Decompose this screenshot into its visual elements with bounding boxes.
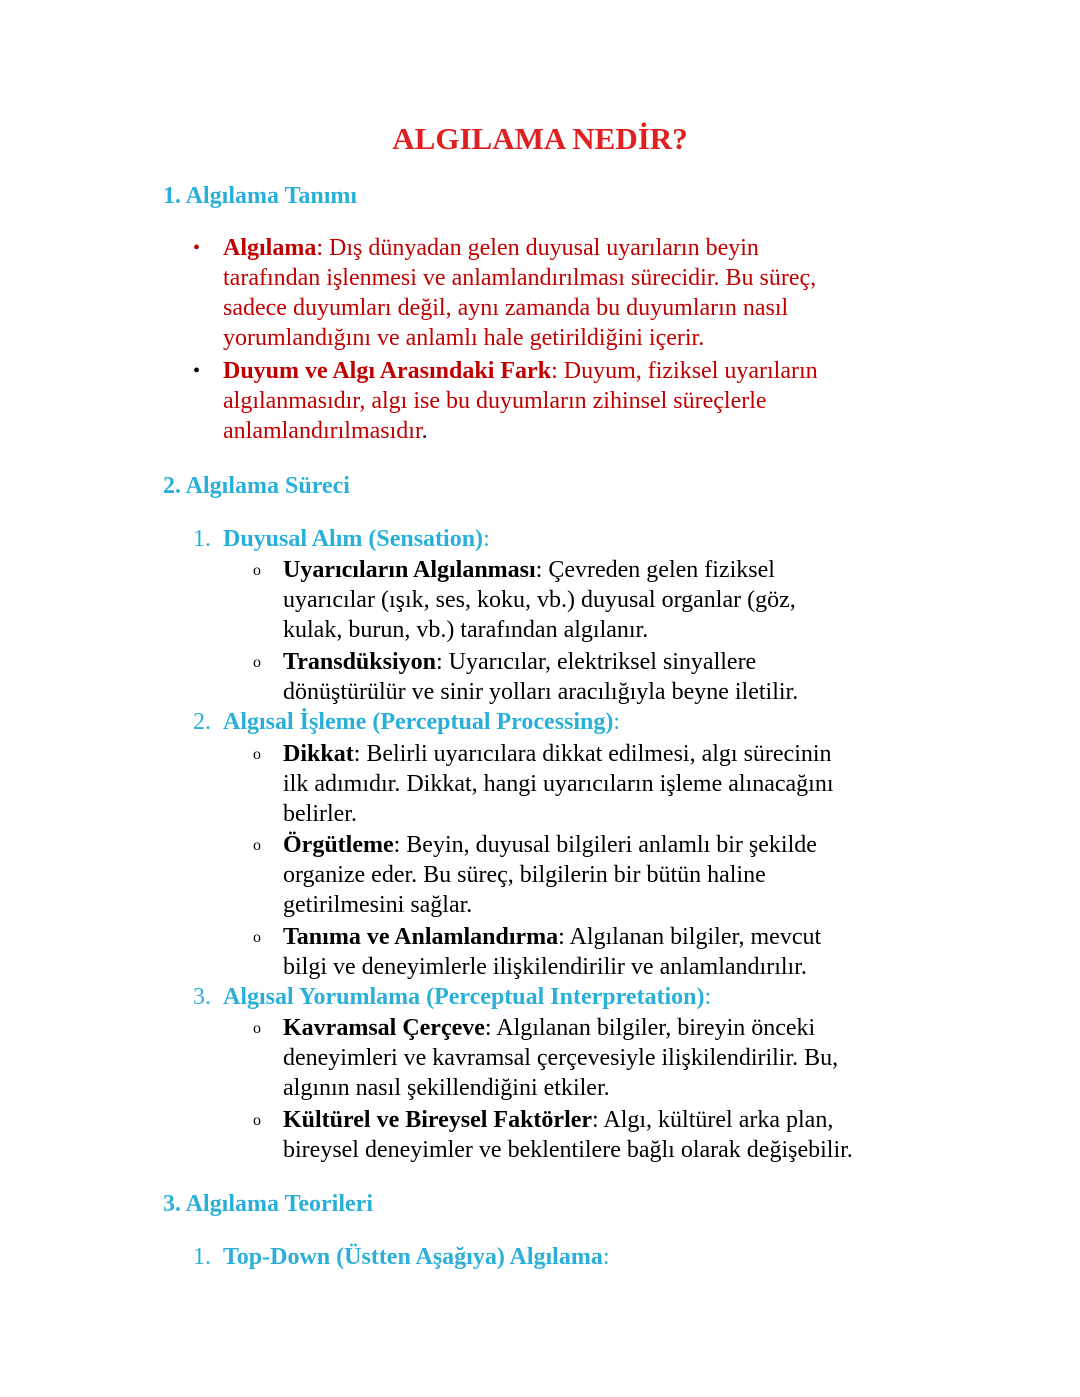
title-colon: : [602,1244,610,1270]
paragraph-line: algılanmasıdır, algı ise bu duyumların zihinsel süreçlerle [223,388,767,414]
term: Tanıma ve Anlamlandırma [283,924,559,950]
paragraph-line: ilk adımıdır. Dikkat, hangi uyarıcıların işleme alınacağını [283,771,834,797]
circle-bullet-icon: o [253,929,261,946]
section-3-heading: 3. Algılama Teorileri [163,1191,373,1217]
line-text: : Beyin, duyusal bilgileri anlamlı bir şekilde [393,832,817,858]
paragraph-line: algının nasıl şekillendiğini etkiler. [283,1075,610,1101]
paragraph-line: kulak, burun, vb.) tarafından algılanır. [283,617,649,643]
list-number: 2. [193,709,211,735]
list-item-title [223,982,711,1012]
line-text: : Çevreden gelen fiziksel [535,557,775,583]
line-end-period: . [421,418,428,444]
paragraph-line [283,647,756,677]
subsection-title: Top-Down (Üstten Aşağıya) Algılama [223,1244,603,1270]
term: Transdüksiyon [283,649,436,675]
paragraph-line: yorumlandığını ve anlamlı hale getirildiğini içerir. [223,325,705,351]
paragraph-line [283,922,821,952]
title-colon: : [613,709,621,735]
section-2-heading: 2. Algılama Süreci [163,473,350,499]
line-text: anlamlandırılmasıdır [223,418,422,444]
line-text: : Uyarıcılar, elektriksel sinyallere [435,649,757,675]
subsection-title: Algısal İşleme (Perceptual Processing) [223,709,614,735]
title-colon: : [704,984,712,1010]
paragraph-line: dönüştürülür ve sinir yolları aracılığıyla beyne iletilir. [283,679,799,705]
subsection-title: Duyusal Alım (Sensation) [223,526,484,552]
paragraph-line: getirilmesini sağlar. [283,892,473,918]
paragraph-line: sadece duyumları değil, aynı zamanda bu duyumların nasıl [223,295,789,321]
paragraph-line: bireysel deneyimler ve beklentilere bağlı olarak değişebilir. [283,1137,853,1163]
list-number: 1. [193,1244,211,1270]
paragraph-line [283,739,832,769]
paragraph-line [283,555,775,585]
paragraph-line: tarafından işlenmesi ve anlamlandırılması sürecidir. Bu süreç, [223,265,817,291]
paragraph-line: organize eder. Bu süreç, bilgilerin bir bütün haline [283,862,766,888]
term: Dikkat [283,741,354,767]
line-text: : Algılanan bilgiler, mevcut [558,924,822,950]
term: Kültürel ve Bireysel Faktörler [283,1107,593,1133]
list-item-title [223,524,490,554]
line-text: : Dış dünyadan gelen duyusal uyarıların beyin [316,235,759,261]
paragraph-line [223,356,818,386]
bullet-icon: • [193,360,201,382]
paragraph-line [283,1105,833,1135]
term: Kavramsal Çerçeve [283,1015,485,1041]
line-text: : Belirli uyarıcılara dikkat edilmesi, algı sürecinin [353,741,832,767]
term: Uyarıcıların Algılanması [283,557,536,583]
paragraph-line [283,830,817,860]
line-text: : Algı, kültürel arka plan, [592,1107,834,1133]
paragraph-line: belirler. [283,801,357,827]
paragraph-line: deneyimleri ve kavramsal çerçevesiyle ilişkilendirilir. Bu, [283,1045,839,1071]
circle-bullet-icon: o [253,1112,261,1129]
title-colon: : [483,526,490,552]
paragraph-line [283,1013,815,1043]
term: Örgütleme [283,832,394,858]
paragraph-line: uyarıcılar (ışık, ses, koku, vb.) duyusal organlar (göz, [283,587,796,613]
page-title: ALGILAMA NEDİR? [392,121,688,156]
list-item-title [223,707,620,737]
circle-bullet-icon: o [253,837,261,854]
list-number: 1. [193,526,211,552]
paragraph-line: bilgi ve deneyimlerle ilişkilendirilir ve anlamlandırılır. [283,954,807,980]
circle-bullet-icon: o [253,562,261,579]
list-item-title [223,1242,610,1272]
bullet-icon: • [193,237,201,259]
line-text: : Duyum, fiziksel uyarıların [551,358,818,384]
circle-bullet-icon: o [253,1020,261,1037]
paragraph-line [223,416,428,446]
circle-bullet-icon: o [253,654,261,671]
list-number: 3. [193,984,211,1010]
subsection-title: Algısal Yorumlama (Perceptual Interpretation) [223,984,705,1010]
term-duyum-algi-fark: Duyum ve Algı Arasındaki Fark [223,358,552,384]
line-text: : Algılanan bilgiler, bireyin önceki [484,1015,816,1041]
section-1-heading: 1. Algılama Tanımı [163,183,358,209]
circle-bullet-icon: o [253,746,261,763]
term-algilama: Algılama [223,235,317,261]
paragraph-line [223,233,759,263]
